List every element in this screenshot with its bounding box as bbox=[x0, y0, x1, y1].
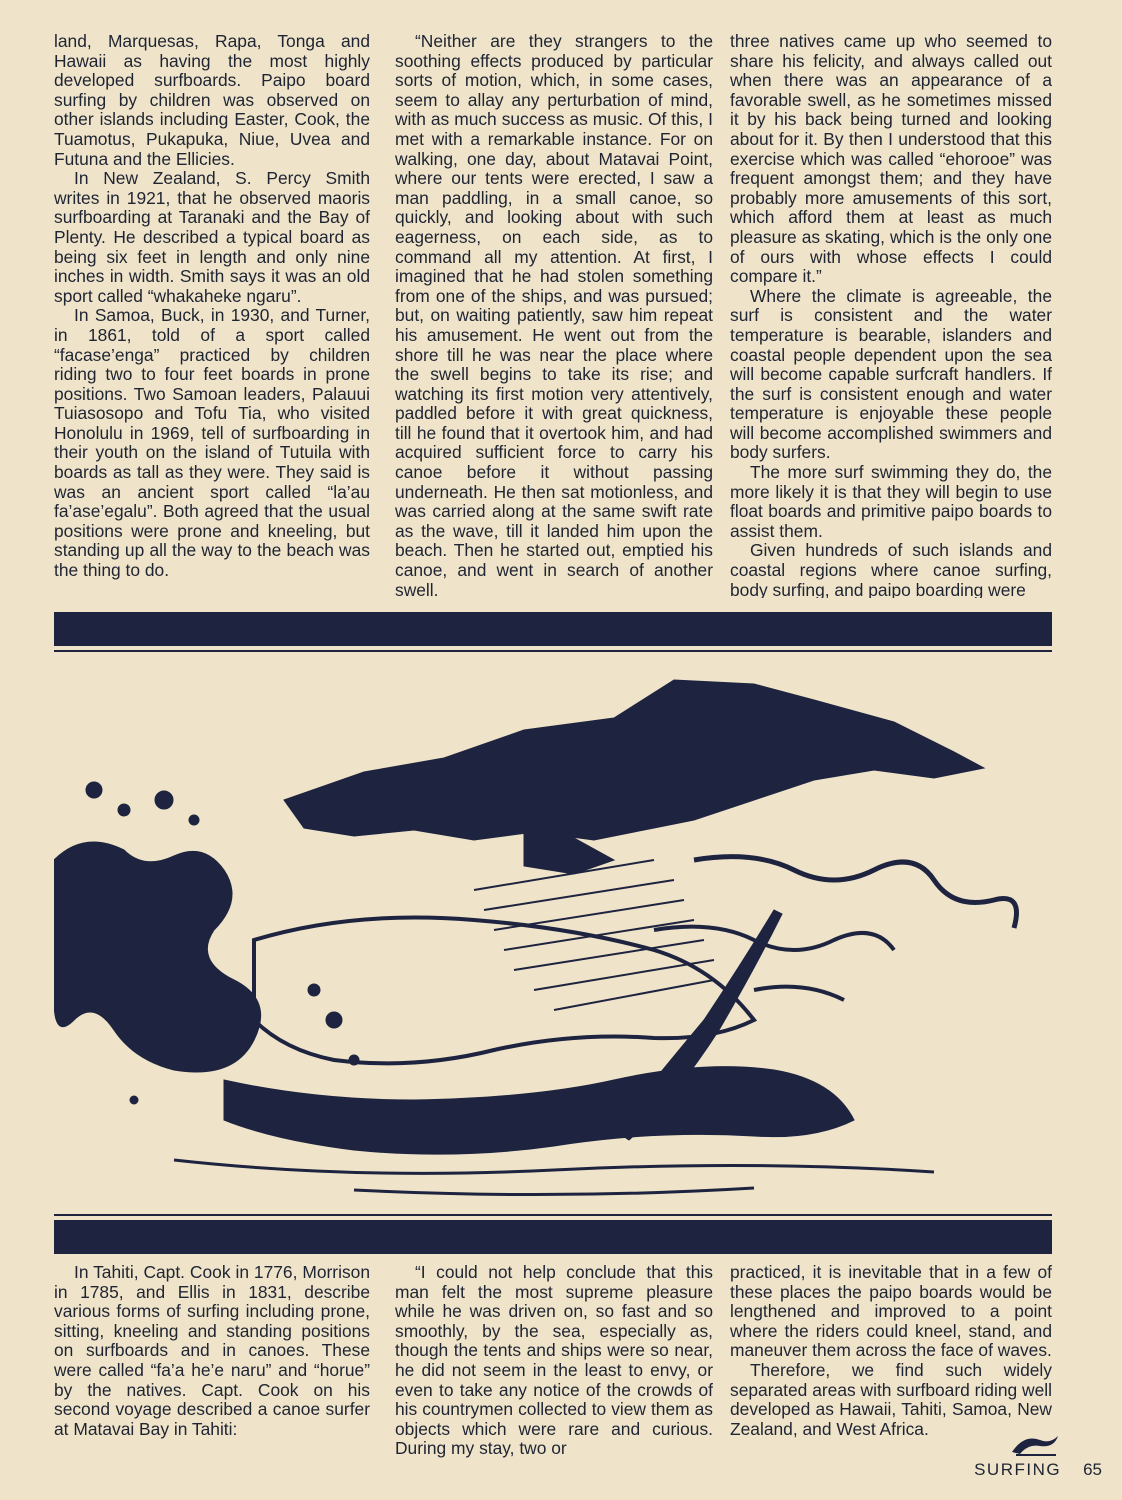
paragraph: Therefore, we find such widely separated areas with surfboard riding well developed as Hawaii, Tahiti, Samoa, New Zealand, and West Africa. bbox=[730, 1359, 1052, 1439]
top-column-1 bbox=[54, 32, 370, 598]
top-column-2 bbox=[395, 32, 713, 598]
paragraph: “Neither are they strangers to the soothing effects produced by particular sorts of motion, which, in some cases, seem to allay any perturbation of mind, with as much success as music. Of this, I met with a remarkable instance. For on walking, one day, about Matavai Point, where our tents were erected, I saw a man paddling, in a small canoe, so quickly, and looking about with such eagerness, on each side, as to command all my attention. At first, I imagined that he had stolen something from one of the ships, and was pursued; but, on waiting patiently, saw him repeat his amusement. He went out from the shore till he was near the place where the swell begins to take its rise; and watching its first motion very attentively, paddled before it with great quickness, till he found that it overtook him, and had acquired sufficient force to carry his canoe before it without passing underneath. He then sat motionless, and was carried along at the same swift rate as the wave, till it landed him upon the beach. Then he started out, emptied his canoe, and went in search of another swell. bbox=[395, 32, 713, 598]
mountain-shape bbox=[284, 680, 984, 840]
paragraph: In Tahiti, Capt. Cook in 1776, Morrison in 1785, and Ellis in 1831, describe various forms of surfing including prone, sitting, kneeling and standing positions on surfboards and in canoes. These were called “fa’a he’e naru” and “horue” by the natives. Capt. Cook on his second voyage described a canoe surfer at Matavai Bay in Tahiti: bbox=[54, 1263, 370, 1439]
mountain-surf-illustration bbox=[54, 660, 1054, 1212]
page-footer bbox=[974, 1460, 1102, 1480]
bottom-column-1 bbox=[54, 1263, 370, 1475]
paragraph: In Samoa, Buck, in 1930, and Turner, in 1861, told of a sport called “facase’enga” practiced by children riding two to four feet boards in prone positions. Two Samoan leaders, Palauui Tuiasosopo and Tofu Tia, who visited Honolulu in 1969, tell of surfboarding in their youth on the island of Tutuila with boards as tall as they were. They said is was an ancient sport called “la’au fa’ase’egalu”. Both agreed that the usual positions were prone and kneeling, but standing up all the way to the beach was the thing to do. bbox=[54, 305, 370, 581]
magazine-name: SURFING bbox=[974, 1460, 1062, 1479]
page-number: 65 bbox=[1083, 1460, 1102, 1479]
paragraph: Where the climate is agreeable, the surf is consistent and the water temperature is bearable, islanders and coastal people dependent upon the sea will become capable surfcraft handlers. If the surf is consistent enough and water temperature is enjoyable these people will become accomplished swimmers and body surfers. bbox=[730, 285, 1052, 463]
paragraph: land, Marquesas, Rapa, Tonga and Hawaii as having the most highly developed surfboards. Paipo board surfing by children was observed on other islands including Easter, Cook, the Tuamotus, Pukapuka, Niue, Uvea and Futuna and the Ellicies. bbox=[54, 32, 370, 169]
paragraph: Given hundreds of such islands and coastal regions where canoe surfing, body surfing, and paipo boarding were bbox=[730, 540, 1052, 598]
bottom-column-3 bbox=[730, 1263, 1052, 1475]
paragraph: The more surf swimming they do, the more likely it is that they will begin to use float boards and primitive paipo boards to assist them. bbox=[730, 462, 1052, 541]
divider-rule-bottom bbox=[54, 1214, 1052, 1216]
divider-band-bottom bbox=[54, 1220, 1052, 1254]
bottom-column-2 bbox=[395, 1263, 713, 1475]
paragraph: “I could not help conclude that this man felt the most supreme pleasure while he was driven on, so fast and so smoothly, by the sea, especially as, though the tents and ships were so near, he did not seem in the least to envy, or even to take any notice of the crowds of his countrymen collected to view them as objects which were rare and curious. During my stay, two or bbox=[395, 1263, 713, 1459]
end-mark-wave-logo-icon bbox=[1010, 1432, 1060, 1456]
divider-band-top bbox=[54, 612, 1052, 646]
paragraph: In New Zealand, S. Percy Smith writes in 1921, that he observed maoris surfboarding at Taranaki and the Bay of Plenty. He described a typical board as being six feet in length and only nine inches in width. Smith says it was an old sport called “whakaheke ngaru”. bbox=[54, 168, 370, 306]
paragraph: practiced, it is inevitable that in a few of these places the paipo boards would be lengthened and improved to a point where the riders could kneel, stand, and maneuver them across the face of waves. bbox=[730, 1263, 1052, 1361]
paragraph: three natives came up who seemed to share his felicity, and always called out when there was an appearance of a favorable swell, as he sometimes missed it by his back being turned and looking about for it. By then I understood that this exercise which was called “ehorooe” was frequent amongst them; and they have probably more amusements of this sort, which afford them at least as much pleasure as skating, which is the only one of ours with whose effects I could compare it.” bbox=[730, 32, 1052, 287]
divider-rule-top bbox=[54, 650, 1052, 652]
top-column-3 bbox=[730, 32, 1052, 598]
